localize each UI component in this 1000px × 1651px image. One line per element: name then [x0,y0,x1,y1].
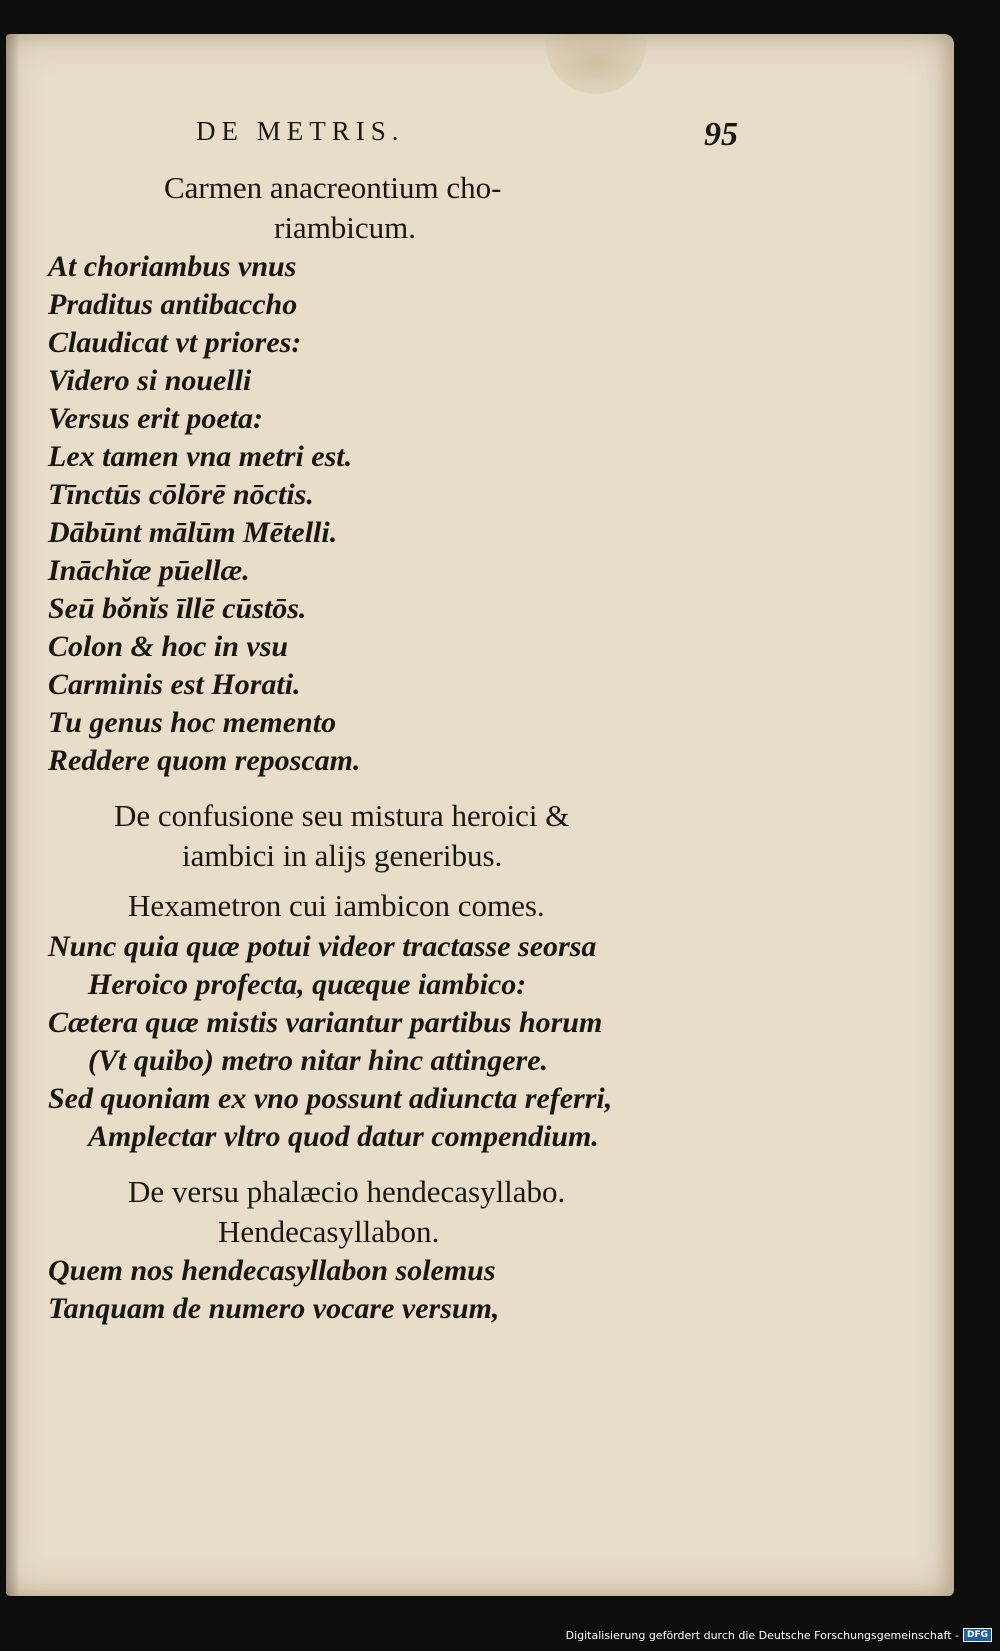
page-text [6,34,954,1596]
dfg-logo: DFG [963,1628,992,1642]
verse-line: Nunc quia quæ potui videor tractasse seorsa [48,930,597,963]
verse-line: Reddere quom reposcam. [48,744,361,777]
section-heading: iambici in alijs generibus. [182,838,503,873]
verse-line: Tu genus hoc memento [48,706,337,739]
section-heading: Carmen anacreontium cho- [164,170,502,205]
verse-line: (Vt quibo) metro nitar hinc attingere. [88,1044,549,1077]
section-heading: De confusione seu mistura heroici & [114,798,570,833]
verse-line: Quem nos hendecasyllabon solemus [48,1254,496,1287]
verse-line: Heroico profecta, quæque iambico: [88,968,527,1001]
verse-line: Tanquam de numero vocare versum, [48,1292,500,1325]
verse-line: Tīnctūs cōlōrē nōctis. [48,478,314,511]
verse-line: Claudicat vt priores: [48,326,302,359]
verse-line: Colon & hoc in vsu [48,630,289,663]
digitization-credit [566,1628,992,1642]
verse-line: Amplectar vltro quod datur compendium. [88,1120,599,1153]
section-heading: De versu phalæcio hendecasyllabo. [128,1174,566,1209]
verse-line: Seū bŏnĭs īllē cūstōs. [48,592,307,625]
verse-line: Sed quoniam ex vno possunt adiuncta referri, [48,1082,613,1115]
verse-line: Lex tamen vna metri est. [48,440,353,473]
verse-line: Carminis est Horati. [48,668,301,701]
verse-line: Praditus antibaccho [48,288,298,321]
credit-text: Digitalisierung gefördert durch die Deutsche Forschungsgemeinschaft - [565,1628,959,1642]
section-heading: riambicum. [274,210,417,245]
verse-line: Cætera quæ mistis variantur partibus horum [48,1006,603,1039]
page-number: 95 [704,116,738,153]
verse-line: Ināchĭæ pūellæ. [48,554,250,587]
section-heading: Hexametron cui iambicon comes. [128,888,545,923]
verse-line: At choriambus vnus [48,250,297,283]
verse-line: Dābūnt mālūm Mētelli. [48,516,338,549]
verse-line: Versus erit poeta: [48,402,264,435]
section-heading: Hendecasyllabon. [218,1214,440,1249]
verse-line: Videro si nouelli [48,364,252,397]
running-head: DE METRIS. [196,116,405,146]
book-page [6,34,954,1596]
